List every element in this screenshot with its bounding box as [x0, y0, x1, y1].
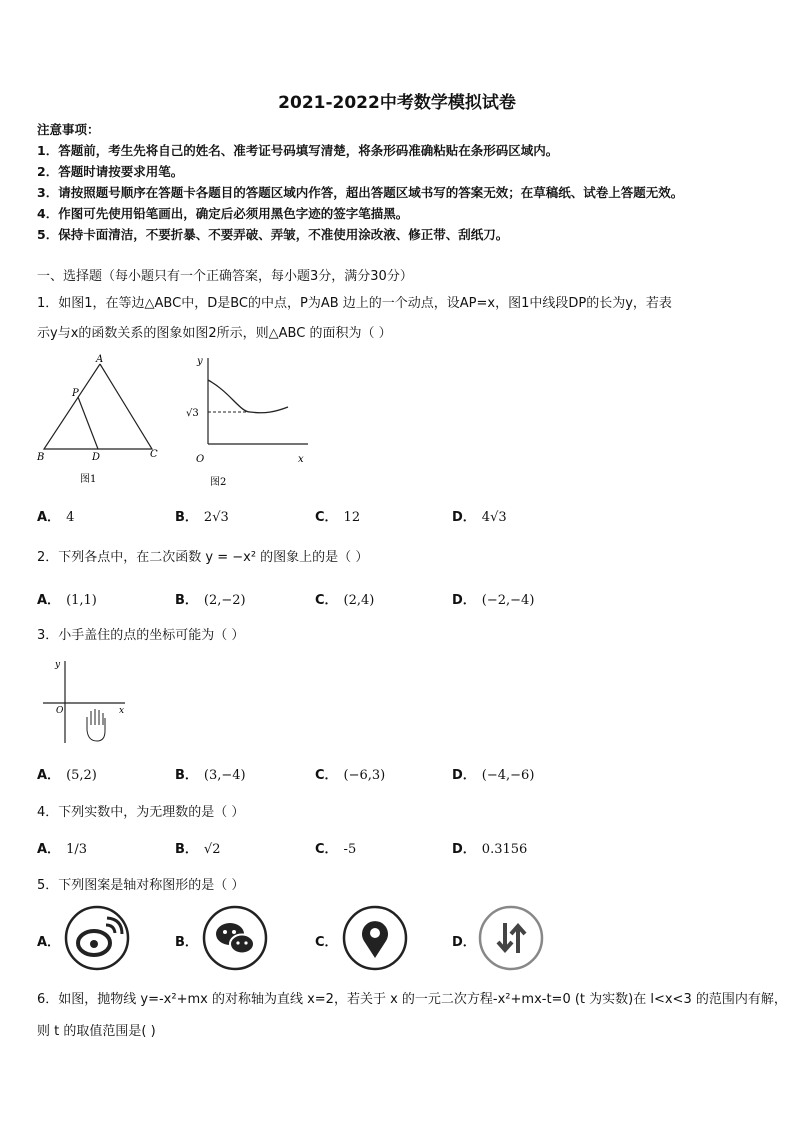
question-5-stem: 5．下列图案是轴对称图形的是（ ） [37, 878, 245, 893]
q1-option-a[interactable]: A． 4 [37, 510, 75, 525]
label-c: C [150, 449, 158, 460]
question-1-line-2: 示y与x的函数关系的图象如图2所示，则△ABC 的面积为（ ） [37, 326, 392, 341]
note-item: 3．请按照题号顺序在答题卡各题目的答题区域内作答，超出答题区域书写的答案无效；在草稿纸、试卷上答题无效。 [37, 185, 684, 200]
label-a: A [96, 354, 104, 365]
weibo-icon [62, 903, 132, 973]
figure-2-graph [180, 352, 320, 492]
question-1-line-1: 1．如图1，在等边△ABC中，D是BC的中点，P为AB 边上的一个动点，设AP=x，图1中线段DP的长为y，若表 [37, 296, 672, 311]
q3-option-a[interactable]: A． (5,2) [37, 768, 97, 783]
q5-option-d-label[interactable]: D． [452, 935, 476, 950]
notes-heading: 注意事项： [37, 122, 100, 137]
question-4-stem: 4．下列实数中，为无理数的是（ ） [37, 805, 245, 820]
note-item: 5．保持卡面清洁，不要折暴、不要弄破、弄皱，不准使用涂改液、修正带、刮纸刀。 [37, 227, 509, 242]
figure-1-caption: 图1 [80, 474, 97, 485]
section-heading: 一、选择题（每小题只有一个正确答案，每小题3分，满分30分） [37, 269, 413, 284]
root3-label: √3 [186, 408, 199, 419]
note-item: 2．答题时请按要求用笔。 [37, 164, 184, 179]
q3-axis-x-label: x [119, 706, 125, 716]
label-p: P [72, 388, 79, 399]
axis-y-label: y [197, 356, 203, 367]
hand-icon [87, 709, 105, 741]
question-6-line-2: 则 t 的取值范围是( ) [37, 1024, 156, 1039]
q3-option-c[interactable]: C． (−6,3) [315, 768, 386, 783]
q2-option-c[interactable]: C． (2,4) [315, 593, 375, 608]
q2-option-a[interactable]: A． (1,1) [37, 593, 97, 608]
q4-option-c[interactable]: C． -5 [315, 842, 357, 857]
up-down-arrows-icon [476, 903, 546, 973]
axis-x-label: x [298, 454, 304, 465]
q1-option-b[interactable]: B． 2√3 [175, 510, 229, 525]
q3-origin-label: O [56, 706, 64, 716]
q4-option-b[interactable]: B． √2 [175, 842, 221, 857]
q1-option-c[interactable]: C． 12 [315, 510, 361, 525]
page-title: 2021-2022中考数学模拟试卷 [278, 93, 516, 113]
q4-option-d[interactable]: D． 0.3156 [452, 842, 528, 857]
question-6-line-1: 6．如图，抛物线 y=-x²+mx 的对称轴为直线 x=2，若关于 x 的一元二次方程-x²+mx-t=0 (t 为实数)在 l<x<3 的范围内有解， [37, 992, 787, 1007]
q1-option-d[interactable]: D． 4√3 [452, 510, 507, 525]
note-item: 4．作图可先使用铅笔画出，确定后必须用黑色字迹的签字笔描黑。 [37, 206, 409, 221]
q4-option-a[interactable]: A． 1/3 [37, 842, 87, 857]
q5-option-a-label[interactable]: A． [37, 935, 61, 950]
q3-option-b[interactable]: B． (3,−4) [175, 768, 246, 783]
label-d: D [92, 452, 101, 463]
wechat-icon [200, 903, 270, 973]
q5-option-c-label[interactable]: C． [315, 935, 338, 950]
figure-1-triangle [30, 352, 170, 492]
q3-option-d[interactable]: D． (−4,−6) [452, 768, 535, 783]
q3-axis-y-label: y [55, 660, 61, 670]
note-item: 1．答题前，考生先将自己的姓名、准考证号码填写清楚，将条形码准确粘贴在条形码区域内。 [37, 143, 559, 158]
figure-2-caption: 图2 [210, 477, 227, 488]
q2-option-b[interactable]: B． (2,−2) [175, 593, 246, 608]
origin-label: O [196, 454, 205, 465]
label-b: B [37, 452, 45, 463]
q2-option-d[interactable]: D． (−2,−4) [452, 593, 535, 608]
q5-option-b-label[interactable]: B． [175, 935, 198, 950]
question-2-stem: 2．下列各点中，在二次函数 y = −x² 的图象上的是（ ） [37, 550, 369, 565]
figure-3-hand-axes [35, 655, 135, 750]
question-3-stem: 3．小手盖住的点的坐标可能为（ ） [37, 628, 245, 643]
location-pin-icon [340, 903, 410, 973]
